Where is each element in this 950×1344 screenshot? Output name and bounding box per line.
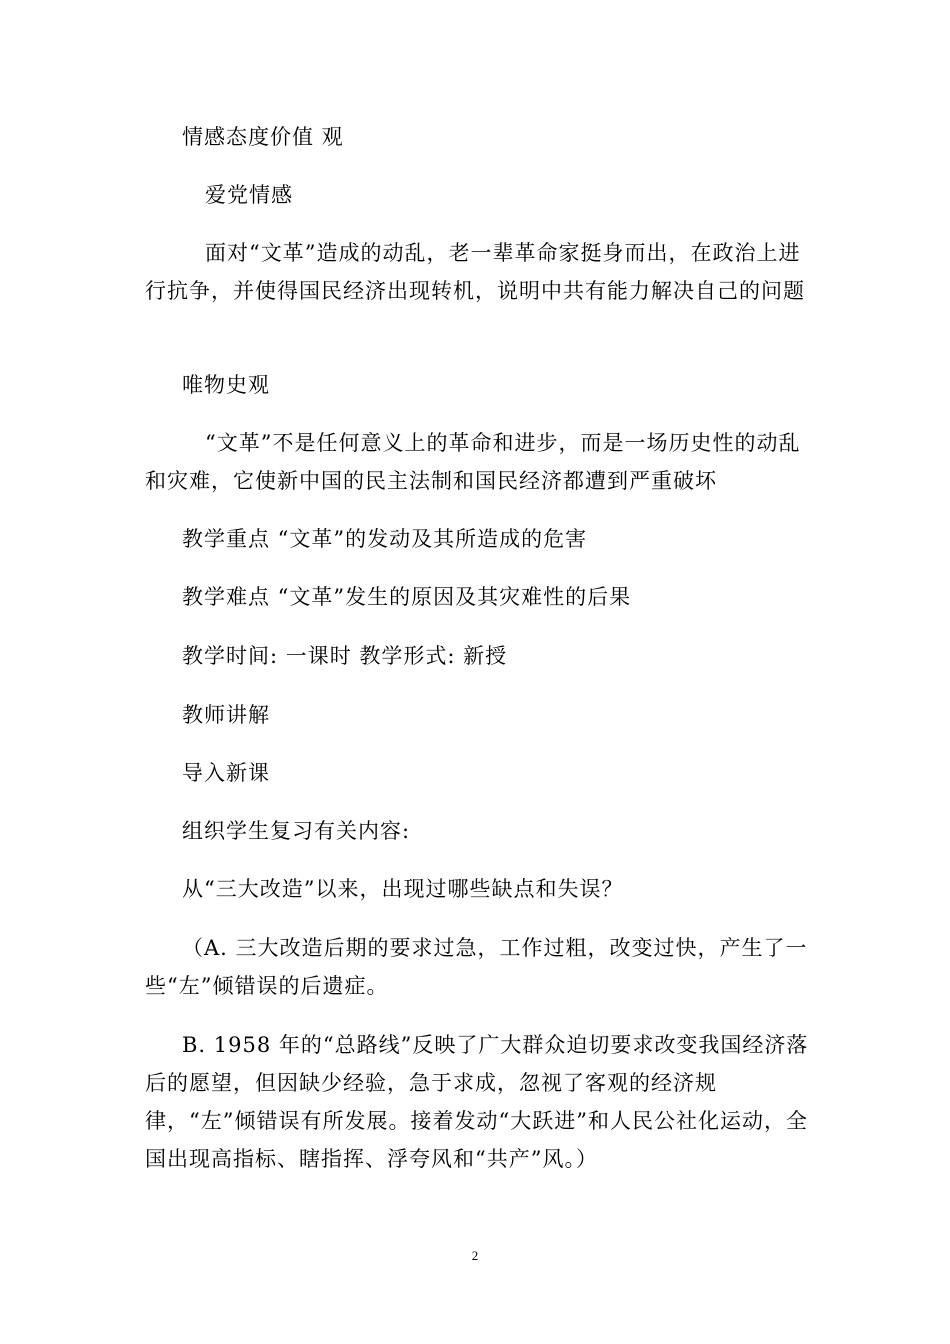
paragraph-historical-materialism: 唯物史观	[182, 373, 270, 397]
paragraph-review-content: 组织学生复习有关内容:	[182, 819, 411, 843]
paragraph-teacher-explanation: 教师讲解	[182, 703, 270, 727]
paragraph-revolutionaries: 面对“文革”造成的动乱，老一辈革命家挺身而出，在政治上进行抗争，并使得国民经济出现转机，说明中共有能力解决自己的问题	[145, 241, 805, 303]
paragraph-introduce-lesson: 导入新课	[182, 761, 270, 785]
page-number: 2	[471, 1248, 479, 1263]
paragraph-cultural-revolution-nature: “文革”不是任何意义上的革命和进步，而是一场历史性的动乱和灾难，它使新中国的民主法制和国民经济都遭到严重破坏	[145, 431, 801, 493]
paragraph-teaching-time-form: 教学时间: 一课时 教学形式: 新授	[182, 644, 508, 668]
paragraph-emotion-values: 情感态度价值 观	[182, 125, 344, 149]
paragraph-love-party: 爱党情感	[205, 183, 293, 207]
paragraph-answer-a: （A. 三大改造后期的要求过急，工作过粗，改变过快，产生了一些“左”倾错误的后遗症。	[145, 936, 808, 998]
paragraph-teaching-focus: 教学重点 “文革”的发动及其所造成的危害	[182, 527, 588, 551]
paragraph-question: 从“三大改造”以来，出现过哪些缺点和失误？	[182, 877, 624, 901]
paragraph-teaching-difficulty: 教学难点 “文革”发生的原因及其灾难性的后果	[182, 585, 632, 609]
paragraph-answer-b: B. 1958 年的“总路线”反映了广大群众迫切要求改变我国经济落后的愿望，但因缺少经验，急于求成，忽视了客观的经济规律，“左”倾错误有所发展。接着发动“大跃进”和人民公社化运动，全国出现高指标、瞎指挥、浮夸风和“共产”风。）	[145, 1033, 809, 1171]
